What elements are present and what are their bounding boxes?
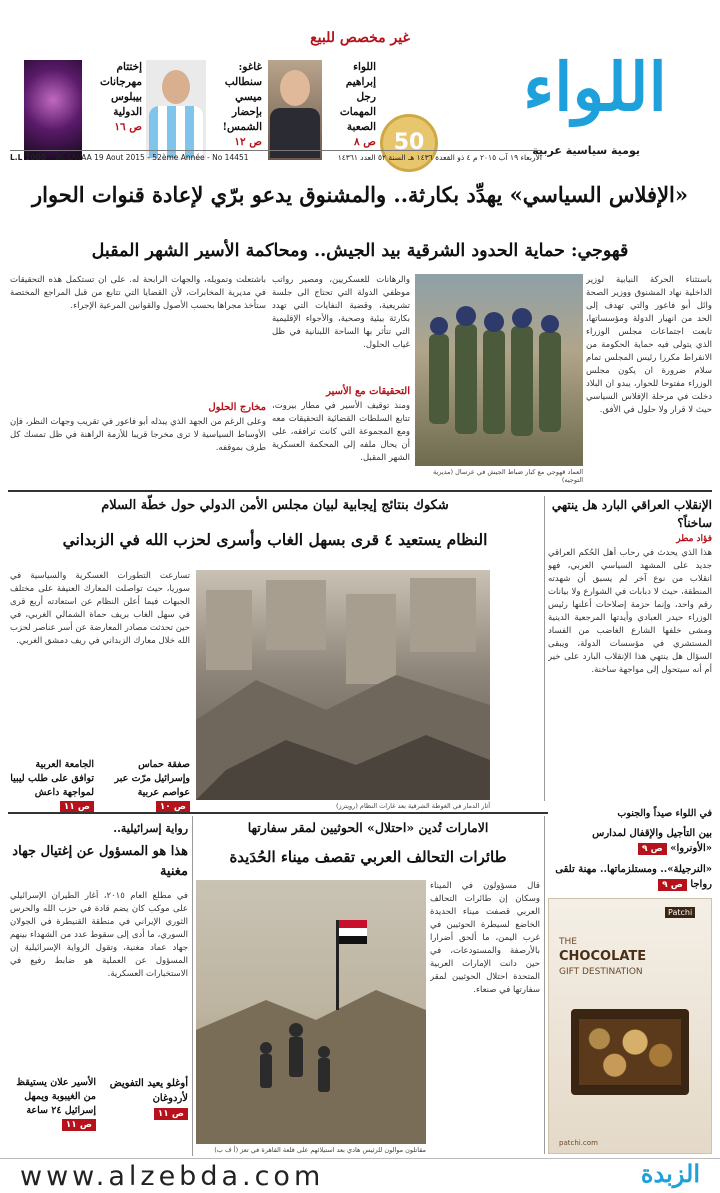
- page-tag: ص ١١: [60, 801, 94, 813]
- main-headline[interactable]: «الإفلاس السياسي» يهدِّد بكارثة.. والمشنوق يدعو برّي لإعادة قنوات الحوار: [31, 182, 688, 207]
- main-col-1: باستثناء الحركة النيابية لوزير الداخلية نهاد المشنوق ووزير الصحة وائل أبو فاعور والتي تهدف إلى الحد من انهيار الدولة ومؤسساتها، تابعت اجتماعات مجلس الوزراء الذي يتولى فيه حماية الحكومة من الانفراط مكررا رئيس المجلس تمام سلام ضرورة ان يكون مجلس الوزراء مفتوحا للحوار، يبدو ان البلاد دخلت في مرحلة الإفلاس السياسي حيث لا قرار ولا حلول في الأفق.: [586, 275, 712, 415]
- teaser-photo-gago: [146, 60, 206, 160]
- mid-teaser-1[interactable]: الجامعة العربية توافق على طلب ليبيا لمواجهة داعش ص ١١: [10, 759, 94, 812]
- teaser-1[interactable]: [268, 60, 376, 164]
- sidebar-tagline: في اللواء صيداً والجنوب: [548, 808, 712, 819]
- page-tag: ص ٩: [638, 843, 667, 855]
- israel-headline[interactable]: هذا هو المسؤول عن إغتيال جهاد مغنية: [12, 844, 188, 879]
- main-col-3: باشتعلت وتمويله، والجهات الرابحة له. على ان تستكمل هذه التحقيقات في مديرية المخابرات، لأن القضايا التي تتابع من قبل المراجع المختصة ستأخذ مجراها بحسب الأصول والقوانين المرعية الإجراء.: [10, 275, 266, 311]
- subhead-solutions: مخارج الحلول: [208, 402, 266, 413]
- fighters-illustration: [196, 880, 426, 1144]
- mid-photo: [196, 570, 490, 800]
- yemen-body: قال مسؤولون في الميناء وسكان إن طائرات التحالف العربي قصفت ميناء الحديدة الخاضع لسيطرة الحوثيين في غرب اليمن، ما ألحق أضرارا بالأرصفة والمستودعات، في حين دانت الإمارات العربية المتحدة احتلال الحوثيين لمقر سفارتها في صنعاء.: [430, 881, 540, 995]
- yemen-headline[interactable]: طائرات التحالف العربي تقصف ميناء الحُدَيدة: [229, 848, 507, 866]
- sidebar-iraq[interactable]: [548, 496, 712, 801]
- main-col-3b: وعلى الرغم من الجهد الذي يبذله أبو فاعور في تقريب وجهات النظر، فإن الأوساط السياسية لا ترى مخرجا قريبا للأزمة الراهنة في ظل تمسك كل طرف بموقفه.: [10, 417, 266, 453]
- ad-line-2: CHOCOLATE: [559, 949, 647, 964]
- page-tag: ص ١١: [154, 1108, 188, 1120]
- israel-body: في مطلع العام ٢٠١٥، أغار الطيران الإسرائيلي على موكب كان يضم قادة في حزب الله والحرس الثوري الإيراني في منطقة القنيطرة في الجولان السوري، ما أدى إلى سقوط عدد من الشهداء بينهم جهاد عماد مغنية، وتقول الرواية الإسرائيلية إن المسؤول عن العملية هو ضابط رفيع في الاستخبارات العسكرية.: [10, 891, 188, 979]
- slogan: يومية سياسية عربية: [532, 144, 640, 157]
- yemen-kicker[interactable]: الامارات تُدين «احتلال» الحوثيين لمقر سفارتها: [247, 820, 489, 835]
- sidebar-body: هذا الذي يحدث في رحاب أهل الحُكم العراقي جديد على المشهد السياسي العربي، فهو انقلاب من نوع آخر لم يسبق أن شهدته المنطقة، حيث لا دبابات في الشوارع ولا بيانات رقم واحد، وإنما حزمة إصلاحات أعلنها رئيس الوزراء حيدر العبادي وأيدتها المرجعية الدينية ومشى خلفها الشارع الغاضب من الفساد المستشري في مؤسسات الدولة، ويبقى السؤال هل ينتهي هذا الإنقلاب البارد على خير أم أنه سيتحول إلى مواجهة ساخنة.: [548, 548, 712, 675]
- patchi-brand: Patchi: [665, 907, 695, 918]
- teaser-3[interactable]: [24, 60, 142, 164]
- soldiers-illustration: [415, 274, 583, 466]
- price: 1000 L.L: [10, 153, 46, 162]
- main-col-2: والرهانات للعسكريين، ومصير رواتب موظفي الدولة التي تحتاج الى جلسة تشريعية، وقضية النفايات التي تهدد بكارثة بيئية وصحية، والأجواء الإقليمية التي تتأثر بها الساحة اللبنانية في ظل غياب الحلول.: [272, 275, 410, 350]
- patchi-ad[interactable]: [548, 898, 712, 1154]
- unrwa-teaser[interactable]: بين التأجيل والإقفال لمدارس «الأونروا» ص ٩: [592, 828, 712, 854]
- main-col-2b: ومنذ توقيف الأسير في مطار بيروت، تتابع السلطات القضائية التحقيقات معه ومع المجموعة التي كانت ترافقه، على أن يحال ملفه إلى المحكمة العسكرية الشهر المقبل.: [272, 401, 410, 463]
- yemen-photo: [196, 880, 426, 1144]
- sidebar-divider: [544, 496, 545, 801]
- israel-teaser-2[interactable]: أوغلو يعيد التفويض لأردوغان ص ١١: [109, 1078, 188, 1119]
- main-photo-caption: العماد قهوجي مع كبار ضباط الجيش في عرسال (مديرية التوجيه): [432, 468, 583, 484]
- ad-line-1: THE: [559, 937, 577, 947]
- israel-teaser-1[interactable]: الأسير علان يستيقظ من الغيبوبة ويمهل إسرائيل ٢٤ ساعة ص ١١: [16, 1077, 96, 1130]
- israel-kicker[interactable]: رواية إسرائيلية..: [113, 822, 188, 835]
- teaser-text-3: إختتام مهرجانات بيبلوس الدولية ص ١٦: [100, 61, 142, 133]
- teaser-text-1: اللواء إبراهيم رجل المهمات الصعبة ص ٨: [339, 61, 376, 148]
- badge-number: 50: [393, 130, 425, 155]
- subhead-aseer: التحقيقات مع الأسير: [326, 386, 410, 397]
- masthead-logo: اللواء: [523, 48, 667, 126]
- sidebar-divider-2: [544, 816, 545, 1154]
- ad-line-3: GIFT DESTINATION: [559, 967, 643, 977]
- sidebar-author: فؤاد مطر: [676, 534, 712, 544]
- arabic-dateline: الأربعاء ١٩ آب ٢٠١٥ م ٤ ذو القعدة ١٤٣٦ هـ السنة ٥٢ العدد ١٤٣٦١: [337, 153, 542, 162]
- mid-photo-caption: آثار الدمار في الغوطة الشرقية بعد غارات النظام (رويترز): [336, 802, 490, 810]
- mid-body: تسارعت التطورات العسكرية والسياسية في سوريا، حيث تواصلت المعارك العنيفة على مختلف الجبهات فيما أعلن النظام عن استعادته أربع قرى في سهل الغاب بريف حماة الشمالي الغربي، في حين تحدثت مصادر المعارضة عن أسر عناصر لحزب الله خلال معارك الزبداني في ريف دمشق الغربي.: [10, 571, 190, 646]
- page-tag: ص ١٠: [156, 801, 190, 813]
- dateline-bar: [10, 150, 542, 164]
- divider-3: [192, 816, 193, 1156]
- main-subheadline[interactable]: قهوجي: حماية الحدود الشرقية بيد الجيش.. ومحاكمة الأسير الشهر المقبل: [91, 241, 629, 261]
- yemen-photo-caption: مقاتلون موالون للرئيس هادي بعد استيلائهم على قلعة القاهرة في تعز (أ ف ب): [214, 1146, 426, 1154]
- footer-bar: [0, 1158, 720, 1193]
- teaser-photo-byblos: [24, 60, 82, 160]
- mid-teaser-2[interactable]: صفقة حماس وإسرائيل مرّت عبر عواصم عربية ص ١٠: [114, 759, 190, 812]
- narghile-teaser[interactable]: «النرجيلة».. ومستلزماتها.. مهنة تلقى رواجا ص ٩: [555, 864, 712, 890]
- footer-website[interactable]: www.alzebda.com: [20, 1161, 325, 1192]
- footer-logo: الزبدة: [640, 1159, 700, 1188]
- teaser-2[interactable]: [146, 60, 262, 164]
- mid-kicker[interactable]: شكوك بنتائج إيجابية لبيان مجلس الأمن الدولي حول خطّة السلام: [101, 498, 449, 513]
- teaser-text-2: غاغو: سنطالب ميسي بإحضار الشمس! ص ١٢: [222, 61, 262, 148]
- main-photo: [415, 274, 583, 466]
- mid-headline[interactable]: النظام يستعيد ٤ قرى بسهل الغاب وأسرى لحزب الله في الزبداني: [62, 530, 488, 549]
- rubble-illustration: [196, 570, 490, 800]
- not-for-sale-label: غير مخصص للبيع: [310, 30, 410, 46]
- chocolate-box: [571, 1009, 689, 1095]
- sidebar-headline: الإنقلاب العراقي البارد هل ينتهي ساخناً؟: [551, 498, 712, 530]
- page-tag: ص ١١: [62, 1119, 96, 1131]
- french-dateline: AL-LIWAA 19 Aout 2015 - 52ème Année - No 14451: [56, 153, 249, 162]
- patchi-website: patchi.com: [559, 1139, 598, 1147]
- page-tag: ص ٩: [658, 879, 687, 891]
- teaser-photo-ibrahim: [268, 60, 322, 160]
- divider-1: [8, 490, 712, 492]
